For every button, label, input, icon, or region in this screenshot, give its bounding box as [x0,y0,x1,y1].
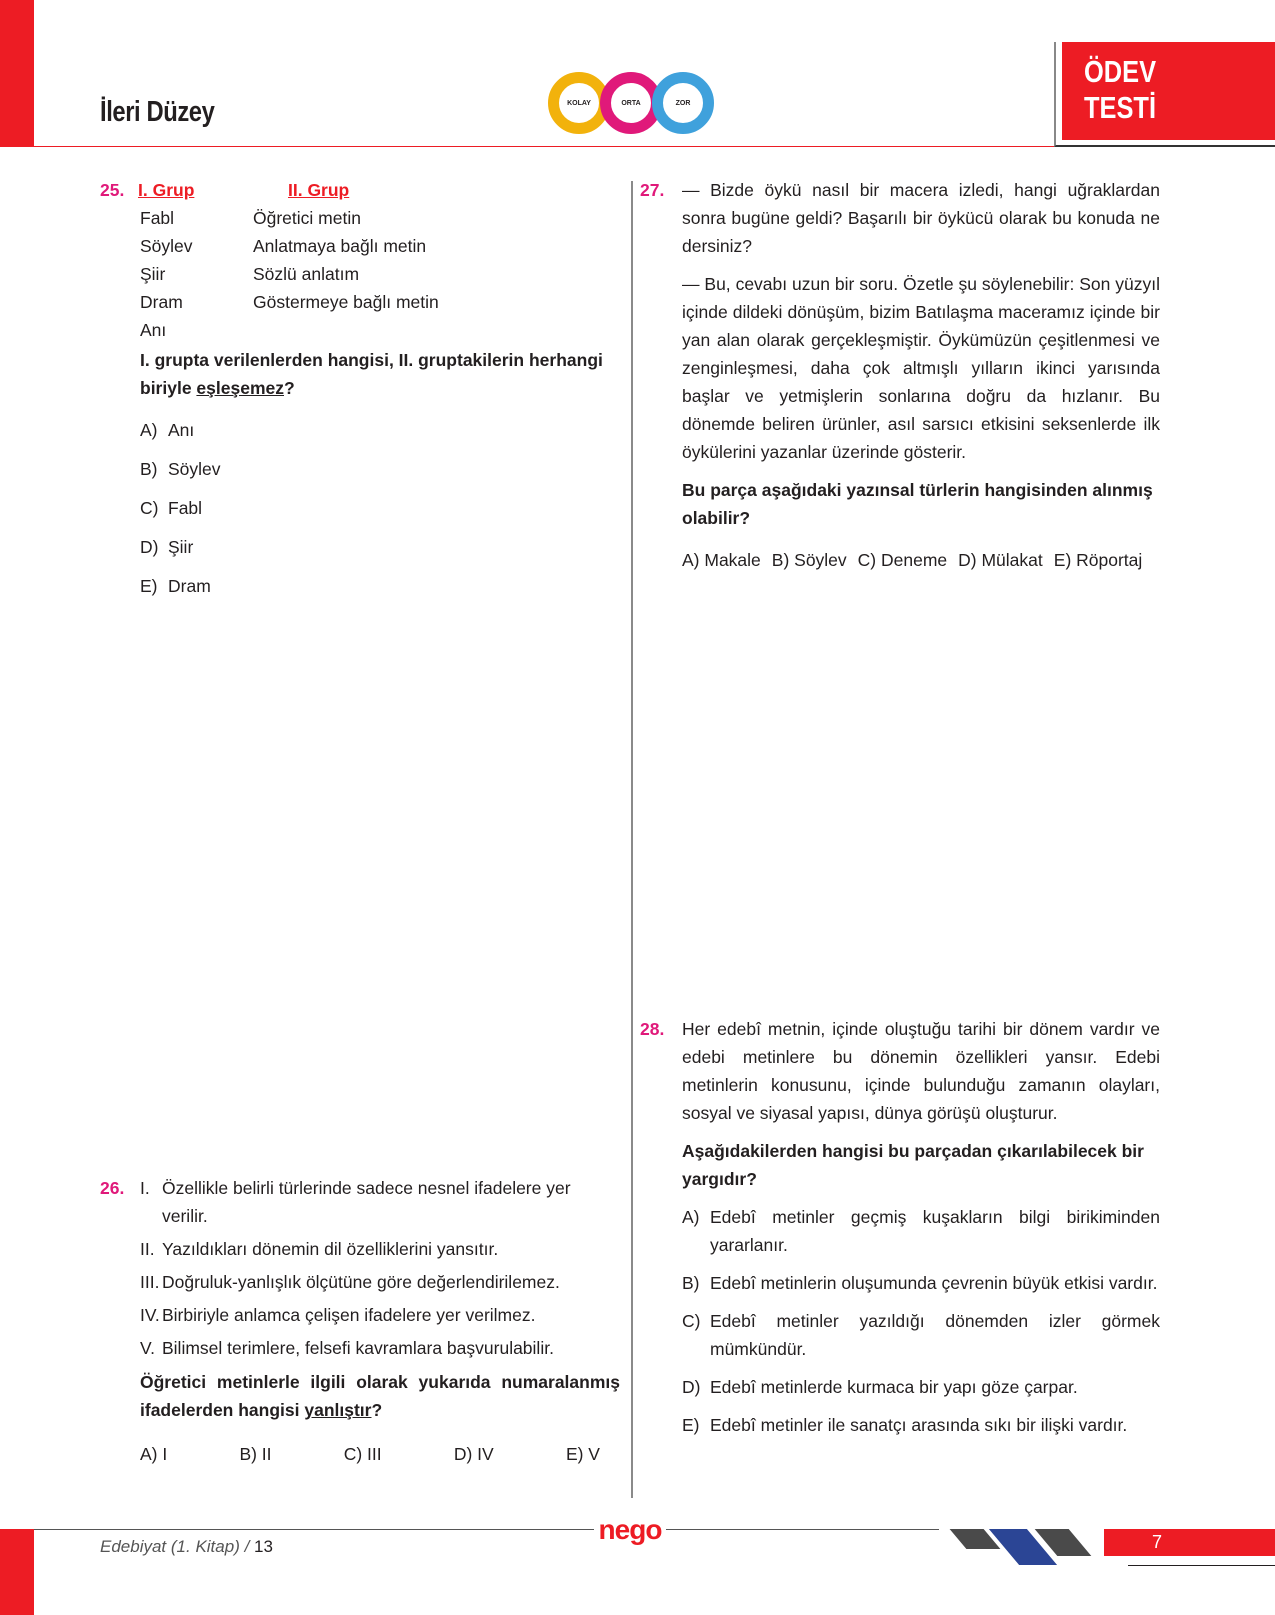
question-number: 26. [100,1178,125,1198]
statement-item: I. Özellikle belirli türlerinde sadece nesnel ifadelere yer verilir. [140,1178,571,1226]
answer-option-a[interactable]: A) Edebî metinler geçmiş kuşakların bilgi birikiminden yararlanır. [682,1207,1160,1255]
difficulty-logo [548,72,716,134]
answer-option-b[interactable]: B) Edebî metinlerin oluşumunda çevrenin büyük etkisi vardır. [682,1273,1158,1293]
page-title: İleri Düzey [100,96,215,128]
question-stem: Öğretici metinlerle ilgili olarak yukarıda numaralanmış ifadelerden hangisi yanlıştır? [140,1372,620,1420]
footer-underline [1128,1565,1275,1566]
answer-option-e[interactable]: E) Edebî metinler ile sanatçı arasında sıkı bir ilişki vardır. [682,1415,1128,1435]
answer-option-d[interactable]: D) IV [453,1444,494,1464]
answer-options [682,546,1160,574]
answer-options [140,1440,600,1468]
question-number: 25. [100,180,125,200]
question-stem: Bu parça aşağıdaki yazınsal türlerin hangisinden alınmış olabilir? [682,480,1153,528]
answer-options [140,416,221,611]
answer-option-d[interactable]: D) Şiir [140,537,194,557]
left-red-bar-top [0,0,34,147]
statement-item: III. Doğruluk-yanlışlık ölçütüne göre değerlendirilemez. [140,1272,560,1292]
footer-divider [666,1529,939,1530]
difficulty-ring-zor: ZOR [652,72,714,134]
answer-option-d[interactable]: D) Edebî metinlerde kurmaca bir yapı göze çarpar. [682,1377,1078,1397]
footer-divider [34,1529,594,1530]
answer-option-c[interactable]: C) Deneme [857,550,948,570]
answer-option-c[interactable]: C) Edebî metinler yazıldığı dönemden izler görmek mümkündür. [682,1311,1160,1359]
answer-option-e[interactable]: E) Röportaj [1053,550,1143,570]
publisher-logo: nego [598,1514,662,1545]
question-stem: Aşağıdakilerden hangisi bu parçadan çıkarılabilecek bir yargıdır? [682,1141,1144,1189]
statement-item: V. Bilimsel terimlere, felsefi kavramlara başvurulabilir. [140,1338,554,1358]
table-row: Söylev Anlatmaya bağlı metin [140,236,427,256]
answer-option-a[interactable]: A) I [140,1444,168,1464]
matching-table [140,204,439,344]
difficulty-ring-orta: ORTA [600,72,662,134]
answer-option-b[interactable]: B) II [239,1444,272,1464]
passage-paragraph: — Bu, cevabı uzun bir soru. Özetle şu söylenebilir: Son yüzyıl içinde dildeki dönüşüm, bizim Batılaşma maceramız içinde bir yan alan olarak gerçekleşmiştir. Öykümüzün çeşitlenmesi ve zenginleşmesi, daha çok altmışlı yılların ikinci yarısında başlar ve yetmişlerin sonlarına doğru da hızlanır. Bu dönemde beliren ürünler, asıl sarsıcı etkisini seksenlerde ilk öykülerini yazanlar üzerinde gösterir. [682,274,1160,462]
table-row: Dram Göstermeye bağlı metin [140,292,439,312]
group2-heading: II. Grup [288,180,350,200]
passage-paragraph: Her edebî metnin, içinde oluştuğu tarihi bir dönem vardır ve edebi metinlere bu dönemin özellikleri yansır. Edebi metinlerin konusunu, içinde bulunduğu zamanın olayları, sosyal ve siyasal yapısı, dünya görüşü oluşturur. [682,1019,1160,1123]
page-number: 7 [1104,1529,1275,1556]
statement-item: II. Yazıldıkları dönemin dil özelliklerini yansıtır. [140,1239,499,1259]
answer-option-c[interactable]: C) III [343,1444,382,1464]
statement-item: IV. Birbiriyle anlamca çelişen ifadelere yer verilmez. [140,1305,536,1325]
left-red-bar-bottom [0,1529,34,1615]
answer-option-c[interactable]: C) Fabl [140,498,203,518]
question-number: 27. [640,180,665,200]
answer-option-b[interactable]: B) Söylev [771,550,847,570]
question-stem: I. grupta verilenlerden hangisi, II. gruptakilerin herhangi biriyle eşleşemez? [140,350,603,398]
table-row: Şiir Sözlü anlatım [140,264,360,284]
answer-option-d[interactable]: D) Mülakat [958,550,1043,570]
table-row: Anı [140,320,167,340]
book-reference: Edebiyat (1. Kitap) / 13 [100,1537,273,1556]
passage-paragraph: — Bizde öykü nasıl bir macera izledi, hangi uğraklardan sonra bugüne geldi? Başarılı bir öykücü olarak bu konuda ne dersiniz? [682,180,1160,256]
header-divider [34,146,1054,147]
table-row: Fabl Öğretici metin [140,208,361,228]
answer-option-a[interactable]: A) Anı [140,420,195,440]
group1-heading: I. Grup [138,180,195,200]
column-divider [631,181,633,1498]
question-number: 28. [640,1019,665,1039]
answer-option-b[interactable]: B) Söylev [140,459,221,479]
answer-option-e[interactable]: E) V [565,1444,600,1464]
odev-testi-badge: ÖDEV TESTİ [1062,42,1275,140]
answer-option-e[interactable]: E) Dram [140,576,211,596]
difficulty-ring-kolay: KOLAY [548,72,610,134]
answer-option-a[interactable]: A) Makale [682,550,761,570]
